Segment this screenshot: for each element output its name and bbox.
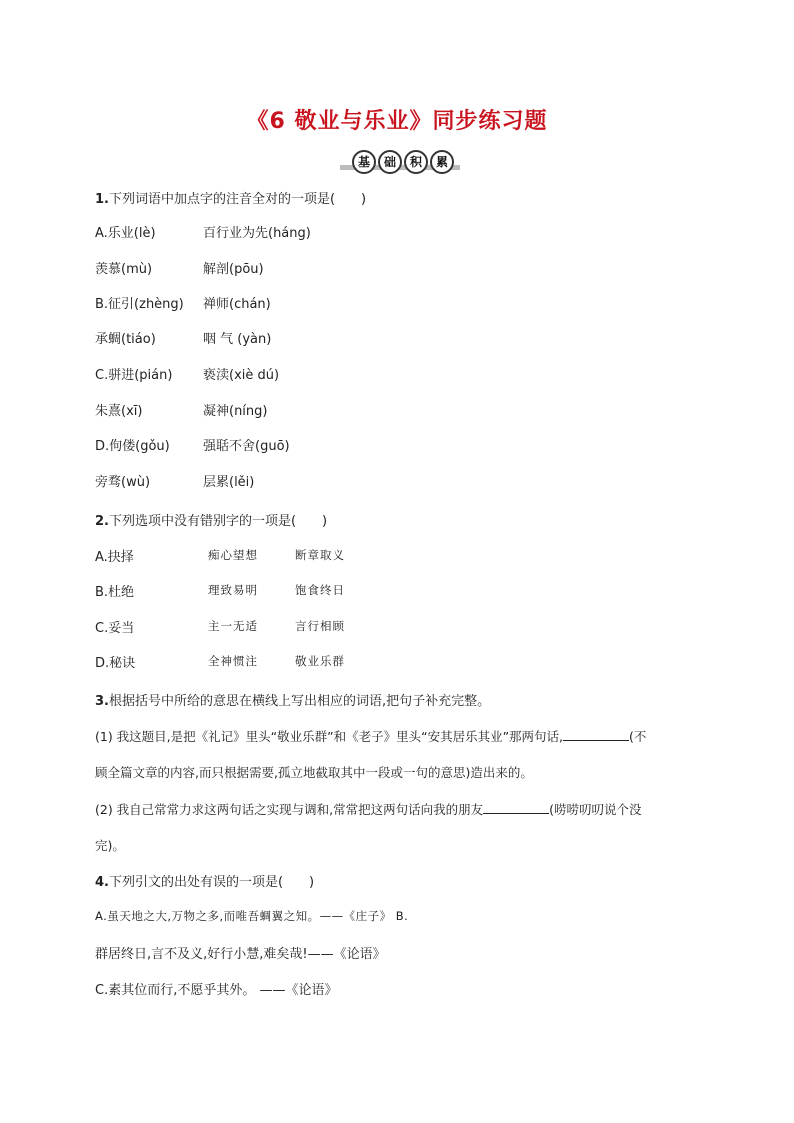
q3-paragraph-1: [95, 727, 646, 745]
question-4: [95, 871, 314, 890]
q1-row: A.乐业(lè): [95, 226, 156, 241]
q2-word: 理致易明: [208, 583, 258, 597]
badge-char: 累: [430, 150, 454, 174]
q3-text: (不: [629, 729, 647, 744]
q3-text: (唠唠叨叨说个没: [549, 802, 642, 817]
q3-text: (2) 我自己常常力求这两句话之实现与调和,常常把这两句话向我的朋友: [95, 802, 484, 817]
q2-option: B.杜绝: [95, 585, 135, 600]
q1-row: 凝神(níng): [203, 404, 268, 419]
question-stem: 下列词语中加点字的注音全对的一项是( ): [108, 192, 367, 207]
question-stem: 下列引文的出处有误的一项是( ): [108, 875, 315, 890]
q2-option: A.抉择: [95, 550, 134, 565]
q2-word: 断章取义: [295, 548, 345, 562]
q1-row: B.征引(zhèng): [95, 297, 184, 312]
q1-row: 百行业为先(háng): [203, 226, 311, 241]
answer-blank[interactable]: [483, 801, 549, 814]
q1-row: 亵渎(xiè dú): [203, 368, 280, 383]
q1-row: 旁骛(wù): [95, 475, 151, 490]
answer-blank[interactable]: [563, 728, 629, 741]
q2-word: 言行相顾: [295, 619, 345, 633]
q1-row: 层累(lěi): [203, 475, 255, 490]
q2-option: D.秘诀: [95, 656, 136, 671]
q4-option-a: A.虽天地之大,万物之多,而唯吾蜩翼之知。——《庄子》 B.: [95, 909, 409, 923]
badge-char: 础: [378, 150, 402, 174]
question-1: [95, 188, 366, 207]
q1-row: 解剖(pōu): [203, 262, 264, 277]
q2-word: 全神惯注: [208, 654, 258, 668]
q4-option-b: 群居终日,言不及义,好行小慧,难矣哉!——《论语》: [95, 947, 386, 962]
q2-word: 主一无适: [208, 619, 258, 633]
q2-word: 饱食终日: [295, 583, 345, 597]
q1-row: 承蜩(tiáo): [95, 332, 156, 347]
question-number: 3.: [95, 694, 109, 709]
q3-paragraph-2: [95, 800, 642, 818]
q3-text: (1) 我这题目,是把《礼记》里头“敬业乐群”和《老子》里头“安其居乐其业”那两句话,: [95, 729, 564, 744]
question-stem: 根据括号中所给的意思在横线上写出相应的词语,把句子补充完整。: [108, 694, 491, 709]
q2-word: 敬业乐群: [295, 654, 345, 668]
q1-row: 羡慕(mù): [95, 262, 153, 277]
q1-row: 咽 气 (yàn): [203, 332, 272, 347]
badge-char: 积: [404, 150, 428, 174]
q2-word: 痴心望想: [208, 548, 258, 562]
question-number: 1.: [95, 192, 109, 207]
question-2: [95, 510, 327, 529]
question-stem: 下列选项中没有错别字的一项是( ): [108, 514, 328, 529]
q1-row: D.佝偻(gǒu): [95, 439, 170, 454]
question-3: [95, 690, 490, 709]
q1-row: 朱熹(xī): [95, 404, 143, 419]
q1-row: C.骈进(pián): [95, 368, 173, 383]
q2-option: C.妥当: [95, 621, 135, 636]
badge-char: 基: [352, 150, 376, 174]
question-number: 4.: [95, 875, 109, 890]
q3-paragraph-2-cont: 完)。: [95, 838, 125, 853]
q3-paragraph-1-cont: 顾全篇文章的内容,而只根据需要,孤立地截取其中一段或一句的意思)造出来的。: [95, 765, 533, 780]
question-number: 2.: [95, 514, 109, 529]
q4-option-c: C.素其位而行,不愿乎其外。 ——《论语》: [95, 983, 338, 998]
page-title: 《6 敬业与乐业》同步练习题: [246, 109, 548, 134]
q1-row: 强聒不舍(guō): [203, 439, 290, 454]
q1-row: 禅师(chán): [203, 297, 271, 312]
section-badge: [340, 150, 460, 174]
